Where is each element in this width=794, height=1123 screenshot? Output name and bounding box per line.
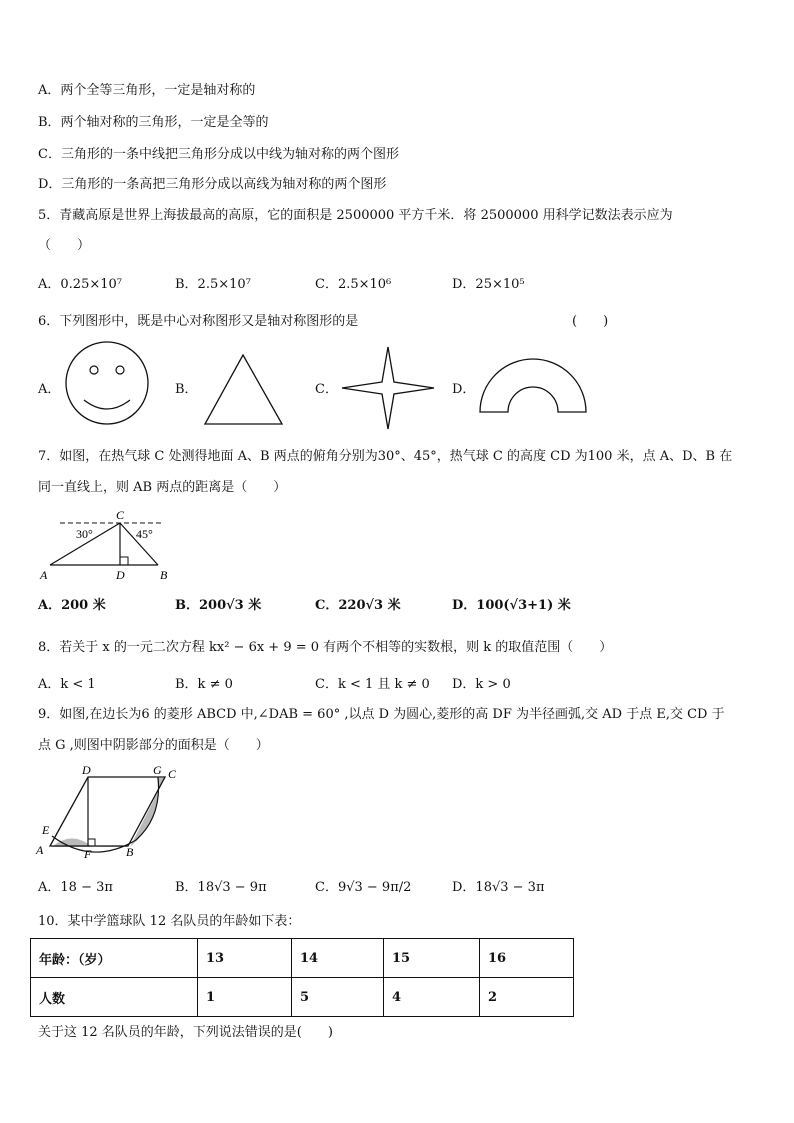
smiley-face-figure (62, 338, 152, 428)
table-cell: 1 (198, 978, 292, 1017)
angle-30-label: 30° (76, 527, 93, 541)
q5-option-c: C．2.5×10⁶ (315, 277, 392, 292)
label-c: C (168, 767, 177, 781)
q4-option-c: C．三角形的一条中线把三角形分成以中线为轴对称的两个图形 (38, 147, 399, 162)
four-point-star-figure (338, 345, 438, 431)
table-cell: 人数 (31, 978, 198, 1017)
label-e: E (42, 823, 50, 837)
angle-45-label: 45° (136, 527, 153, 541)
q9-option-a: A．18 − 3π (38, 880, 113, 895)
q4-option-a: A．两个全等三角形，一定是轴对称的 (38, 83, 256, 98)
q9-option-c: C．9√3 − 9π/2 (315, 880, 412, 895)
balloon-angle-figure (30, 505, 180, 585)
table-row (31, 939, 574, 978)
q5-option-b: B．2.5×10⁷ (175, 277, 251, 292)
q7-option-a: A．200 米 (38, 598, 106, 613)
q5-option-a: A．0.25×10⁷ (38, 277, 122, 292)
q9-option-b: B．18√3 − 9π (175, 880, 267, 895)
q8-option-c: C．k < 1 且 k ≠ 0 (315, 677, 430, 692)
q10-stem: 10．某中学篮球队 12 名队员的年龄如下表： (38, 914, 301, 929)
q7-option-c: C．220√3 米 (315, 598, 401, 613)
q5-option-d: D．25×10⁵ (452, 277, 525, 292)
q7-option-b: B．200√3 米 (175, 598, 262, 613)
table-cell: 5 (292, 978, 384, 1017)
q8-option-a: A．k < 1 (38, 677, 96, 692)
q7-option-d: D．100(√3+1) 米 (452, 598, 571, 613)
table-cell: 15 (384, 939, 480, 978)
label-b: B (126, 845, 134, 859)
label-a: A (36, 843, 44, 857)
triangle-figure (200, 350, 290, 428)
q6-label-c: C． (315, 382, 338, 397)
table-cell: 13 (198, 939, 292, 978)
q9-option-d: D．18√3 − 3π (452, 880, 545, 895)
q8-option-b: B．k ≠ 0 (175, 677, 233, 692)
q4-option-b: B．两个轴对称的三角形，一定是全等的 (38, 115, 269, 130)
q10-followup: 关于这 12 名队员的年龄，下列说法错误的是( ) (38, 1025, 333, 1040)
table-cell: 14 (292, 939, 384, 978)
q5-paren: （ ） (38, 238, 91, 253)
table-cell: 4 (384, 978, 480, 1017)
q7-stem-line2: 同一直线上，则 AB 两点的距离是（ ） (38, 480, 287, 495)
age-table (30, 938, 574, 1017)
label-d: D (116, 568, 125, 582)
half-ring-figure (474, 352, 592, 416)
table-cell: 16 (480, 939, 574, 978)
q5-stem: 5．青藏高原是世界上海拔最高的高原，它的面积是 2500000 平方千米．将 2500000 用科学记数法表示应为 (38, 208, 673, 223)
label-d: D (82, 763, 91, 777)
q8-option-d: D．k > 0 (452, 677, 511, 692)
q6-stem: 6．下列图形中，既是中心对称图形又是轴对称图形的是 (38, 314, 359, 329)
q6-label-b: B． (175, 382, 198, 397)
label-g: G (153, 763, 162, 777)
q4-option-d: D．三角形的一条高把三角形分成以高线为轴对称的两个图形 (38, 177, 387, 192)
q6-paren: ( ) (572, 314, 609, 329)
label-b: B (160, 568, 168, 582)
label-a: A (40, 568, 48, 582)
table-row (31, 978, 574, 1017)
q6-label-a: A． (38, 382, 61, 397)
table-cell: 2 (480, 978, 574, 1017)
q6-label-d: D． (452, 382, 476, 397)
q8-stem: 8．若关于 x 的一元二次方程 kx² − 6x + 9 = 0 有两个不相等的实数根，则 k 的取值范围（ ） (38, 640, 613, 655)
rhombus-shaded-figure (32, 762, 192, 860)
label-c: C (116, 508, 125, 522)
q9-stem-line1: 9．如图,在边长为6 的菱形 ABCD 中,∠DAB = 60° ,以点 D 为圆心,菱形的高 DF 为半径画弧,交 AD 于点 E,交 CD 于 (38, 707, 725, 722)
q7-stem-line1: 7．如图，在热气球 C 处测得地面 A、B 两点的俯角分别为30°、45°，热气球 C 的高度 CD 为100 米，点 A、D、B 在 (38, 449, 733, 464)
label-f: F (84, 847, 92, 860)
table-cell: 年龄：（岁） (31, 939, 198, 978)
q9-stem-line2: 点 G ,则图中阴影部分的面积是（ ） (38, 738, 269, 753)
